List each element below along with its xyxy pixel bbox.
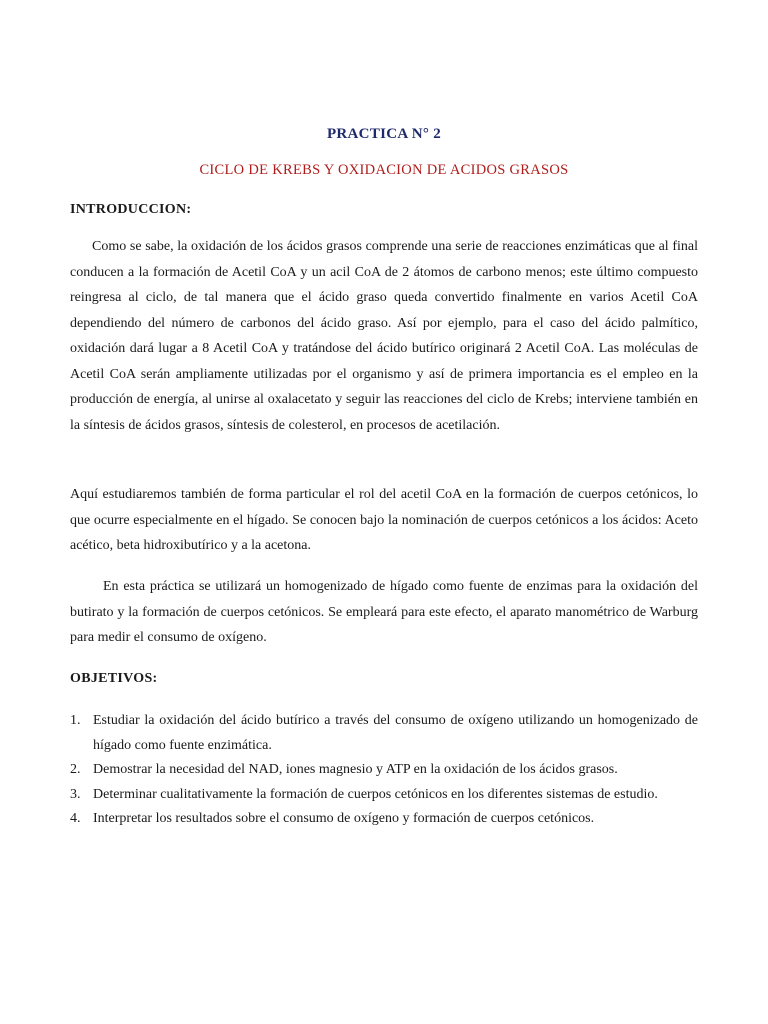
objective-item bbox=[70, 758, 698, 783]
objective-number: 1. bbox=[70, 713, 81, 728]
objective-text: Estudiar la oxidación del ácido butírico a través del consumo de oxígeno utilizando un homogenizado de hígado como fuente enzimática. bbox=[93, 713, 698, 753]
objectives-list bbox=[70, 709, 698, 832]
objectives-heading: OBJETIVOS: bbox=[70, 671, 158, 686]
practice-title: PRACTICA N° 2 bbox=[326, 126, 442, 142]
objective-item bbox=[70, 807, 698, 832]
objective-item bbox=[70, 783, 698, 808]
objective-text: Demostrar la necesidad del NAD, iones magnesio y ATP en la oxidación de los ácidos grasos. bbox=[93, 762, 618, 777]
intro-heading: INTRODUCCION: bbox=[70, 202, 192, 217]
objective-item bbox=[70, 709, 698, 758]
intro-paragraph-1: Como se sabe, la oxidación de los ácidos grasos comprende una serie de reacciones enzimáticas que al final conducen a la formación de Acetil CoA y un acil CoA de 2 átomos de carbono menos; este último compuesto reingresa al ciclo, de tal manera que el ácido graso queda convertido finalmente en varios Acetil CoA dependiendo del número de carbonos del ácido graso. Así por ejemplo, para el caso del ácido palmítico, oxidación dará lugar a 8 Acetil CoA y tratándose del ácido butírico originará 2 Acetil CoA. Las moléculas de Acetil CoA serán ampliamente utilizadas por el organismo y así de primera importancia es el empleo en la producción de energía, al unirse al oxalacetato y seguir las reacciones del ciclo de Krebs; interviene también en la síntesis de ácidos grasos, síntesis de colesterol, en procesos de acetilación. bbox=[70, 239, 698, 433]
intro-paragraph-3: En esta práctica se utilizará un homogenizado de hígado como fuente de enzimas para la oxidación del butirato y la formación de cuerpos cetónicos. Se empleará para este efecto, el aparato manométrico de Warburg para medir el consumo de oxígeno. bbox=[70, 579, 698, 645]
objective-number: 4. bbox=[70, 811, 81, 826]
objective-number: 3. bbox=[70, 786, 81, 802]
practice-subtitle: CICLO DE KREBS Y OXIDACION DE ACIDOS GRASOS bbox=[199, 162, 569, 178]
objective-text: Interpretar los resultados sobre el consumo de oxígeno y formación de cuerpos cetónicos. bbox=[93, 811, 595, 826]
intro-paragraph-2: Aquí estudiaremos también de forma particular el rol del acetil CoA en la formación de cuerpos cetónicos, lo que ocurre especialmente en el hígado. Se conocen bajo la nominación de cuerpos cetónicos a los ácidos: Aceto acético, beta hidroxibutírico y a la acetona. bbox=[70, 487, 698, 553]
objective-text: Determinar cualitativamente la formación de cuerpos cetónicos en los diferentes sistemas de estudio. bbox=[93, 786, 658, 802]
objective-number: 2. bbox=[70, 762, 81, 777]
